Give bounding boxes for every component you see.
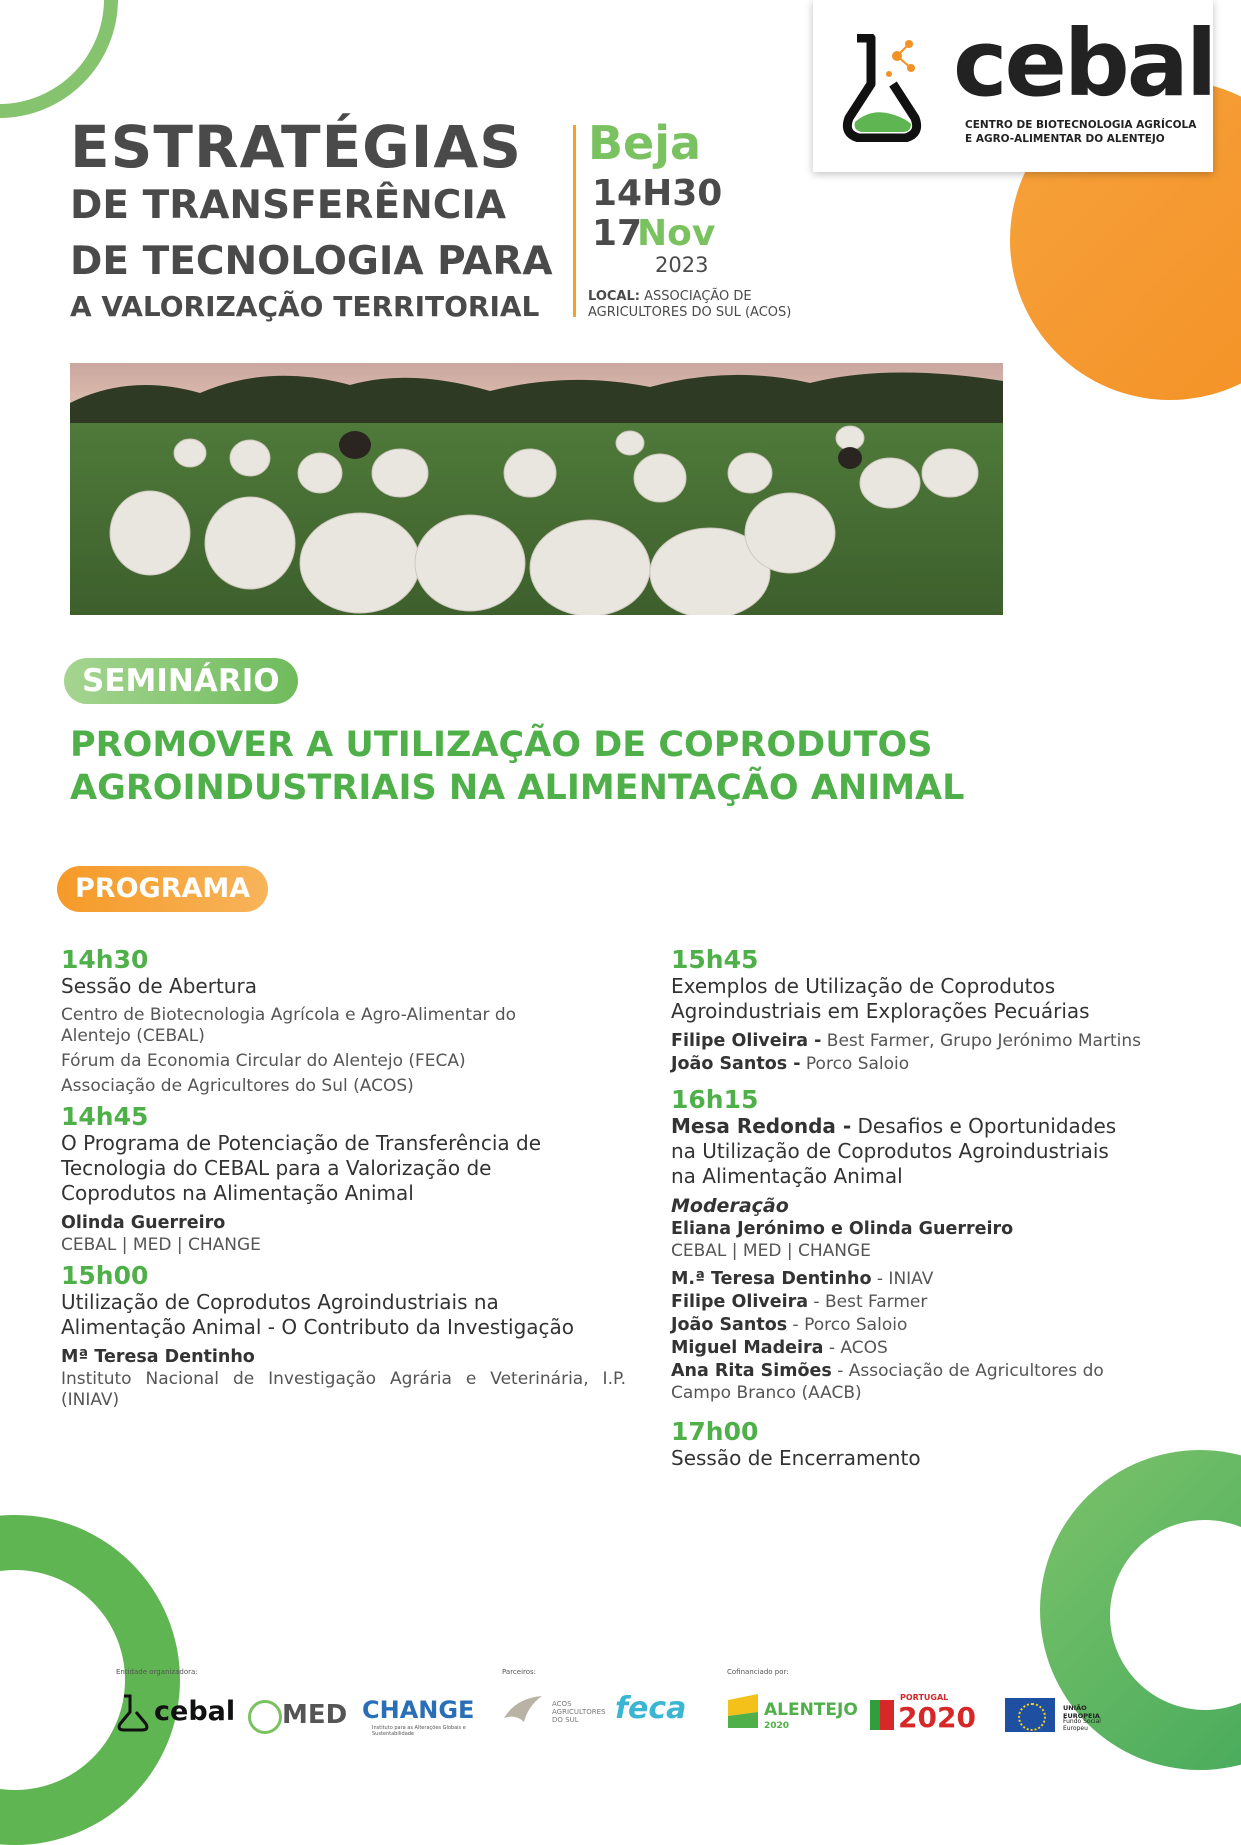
footer-eu-word: UNIÃO EUROPEIA <box>1063 1704 1100 1720</box>
moderators: Eliana Jerónimo e Olinda Guerreiro <box>671 1219 1014 1239</box>
footer-logo-feca <box>615 1691 705 1734</box>
panelist-affiliation: - INIAV <box>871 1269 934 1289</box>
event-city: Beja <box>588 116 702 170</box>
session-title-line: Exemplos de Utilização de Coprodutos <box>671 974 1056 998</box>
footer-alentejo-year: 2020 <box>764 1721 790 1731</box>
footer-logo-portugal2020 <box>870 1692 990 1736</box>
session-time: 14h45 <box>61 1102 149 1131</box>
seminar-title <box>70 724 1070 810</box>
session-title-line: Agroindustriais em Explorações Pecuárias <box>671 999 1090 1023</box>
session-title: Sessão de Abertura <box>61 974 257 998</box>
footer-med-word: MED <box>282 1700 348 1730</box>
session-title-line: na Utilização de Coprodutos Agroindustriais <box>671 1139 1109 1163</box>
panelist-affiliation: - ACOS <box>823 1338 888 1358</box>
session-time: 16h15 <box>671 1085 759 1114</box>
session-title-line: Utilização de Coprodutos Agroindustriais na <box>61 1290 499 1314</box>
speaker-affiliation: Porco Saloio <box>800 1054 910 1074</box>
event-day: 17 <box>592 213 643 254</box>
logo-subtitle <box>965 118 1196 146</box>
title-line2: DE TRANSFERÊNCIA <box>70 183 507 228</box>
session-title-line: Tecnologia do CEBAL para a Valorização de <box>61 1156 492 1180</box>
med-globe-icon <box>248 1700 282 1734</box>
footer-change-sub: Instituto para as Alterações Globais e Sustentabilidade <box>372 1725 466 1737</box>
footer-eu-sub: Fundo Social Europeu <box>1063 1718 1101 1732</box>
session-title-line: na Alimentação Animal <box>671 1164 903 1188</box>
eu-flag-icon <box>1005 1698 1055 1732</box>
footer-label-cofinanced: Cofinanciado por: <box>727 1668 789 1676</box>
logo-subtitle-line2: E AGRO-ALIMENTAR DO ALENTEJO <box>965 133 1165 145</box>
session-line: Fórum da Economia Circular do Alentejo (FECA) <box>61 1051 466 1071</box>
speaker-name: João Santos - <box>671 1054 801 1074</box>
session-title-line: Alimentação Animal - O Contributo da Investigação <box>61 1315 575 1339</box>
flask-icon <box>116 1694 150 1732</box>
event-location <box>588 289 848 321</box>
panelist-affiliation: - Porco Saloio <box>787 1315 908 1335</box>
speaker-affiliation: CEBAL | MED | CHANGE <box>61 1235 261 1255</box>
seminar-title-line1: PROMOVER A UTILIZAÇÃO DE COPRODUTOS <box>70 725 933 765</box>
logo-wordmark: cebal <box>953 10 1215 117</box>
session-title-line: Desafios e Oportunidades <box>851 1114 1117 1138</box>
session-time: 14h30 <box>61 945 149 974</box>
program-left-column <box>61 946 626 1411</box>
footer-logo-change <box>362 1698 482 1738</box>
title-line4: A VALORIZAÇÃO TERRITORIAL <box>70 290 540 323</box>
decorative-arc-top-left <box>0 0 118 118</box>
footer-acos-word: ACOS AGRICULTORES DO SUL <box>552 1700 606 1724</box>
title-line3: DE TECNOLOGIA PARA <box>70 239 553 284</box>
session-time: 15h45 <box>671 945 759 974</box>
footer-logo-cebal <box>116 1694 236 1734</box>
seminar-title-line2: AGROINDUSTRIAIS NA ALIMENTAÇÃO ANIMAL <box>70 768 965 808</box>
footer-change-word: CHANGE <box>362 1696 475 1724</box>
session-title: Sessão de Encerramento <box>671 1446 921 1470</box>
session-title-line: O Programa de Potenciação de Transferência de <box>61 1131 541 1155</box>
alentejo-mark-icon <box>728 1694 758 1728</box>
title-line1: ESTRATÉGIAS <box>70 113 523 181</box>
session-line: Associação de Agricultores do Sul (ACOS) <box>61 1076 414 1096</box>
speaker-name: Olinda Guerreiro <box>61 1213 226 1233</box>
panelist-name: Ana Rita Simões <box>671 1361 832 1381</box>
speaker-affiliation: Best Farmer, Grupo Jerónimo Martins <box>821 1031 1141 1051</box>
footer-portugal-word: PORTUGAL <box>900 1693 949 1702</box>
program-badge: PROGRAMA <box>57 866 268 912</box>
speaker-affiliation: Instituto Nacional de Investigação Agrária e Veterinária, I.P. <box>61 1369 626 1389</box>
session-time: 15h00 <box>61 1261 149 1290</box>
panelist-affiliation: - Best Farmer <box>808 1292 928 1312</box>
location-label: LOCAL: <box>588 289 640 304</box>
location-line2: AGRICULTORES DO SUL (ACOS) <box>588 305 792 320</box>
session-line: Centro de Biotecnologia Agrícola e Agro-Alimentar do <box>61 1005 517 1025</box>
panelist-affiliation: Campo Branco (AACB) <box>671 1383 862 1403</box>
footer-cebal-word: cebal <box>154 1696 236 1727</box>
location-line1: ASSOCIAÇÃO DE <box>644 289 752 304</box>
footer-alentejo-word: ALENTEJO <box>764 1700 858 1720</box>
footer-logo-acos <box>502 1692 606 1732</box>
panelist-name: Miguel Madeira <box>671 1338 824 1358</box>
speaker-name: Filipe Oliveira - <box>671 1031 822 1051</box>
footer-logo-eu <box>1005 1698 1125 1734</box>
seminar-badge: SEMINÁRIO <box>64 658 298 704</box>
flask-icon <box>841 34 923 142</box>
title-divider <box>573 125 576 317</box>
footer-label-organizer: Entidade organizadora: <box>116 1668 198 1676</box>
acos-bird-icon <box>502 1692 548 1730</box>
footer-logo-med <box>248 1698 348 1732</box>
moderation-label: Moderação <box>671 1195 789 1217</box>
session-time: 17h00 <box>671 1417 759 1446</box>
speaker-name: Mª Teresa Dentinho <box>61 1347 255 1367</box>
footer-portugal-year: 2020 <box>898 1701 976 1734</box>
footer-label-partners: Parceiros: <box>502 1668 537 1676</box>
speaker-affiliation: (INIAV) <box>61 1390 120 1410</box>
session-title-line: Coprodutos na Alimentação Animal <box>61 1181 414 1205</box>
roundtable-label: Mesa Redonda - <box>671 1114 852 1138</box>
panelist-name: Filipe Oliveira <box>671 1292 809 1312</box>
panelist-affiliation: - Associação de Agricultores do <box>831 1361 1104 1381</box>
panelist-name: M.ª Teresa Dentinho <box>671 1269 872 1289</box>
session-line: Alentejo (CEBAL) <box>61 1026 205 1046</box>
moderators-affiliation: CEBAL | MED | CHANGE <box>671 1241 871 1261</box>
footer-feca-word: feca <box>615 1691 687 1726</box>
program-right-column <box>671 946 1171 1471</box>
event-time: 14H30 <box>592 173 723 214</box>
panelist-name: João Santos <box>671 1315 788 1335</box>
event-month: Nov <box>637 213 716 254</box>
logo-subtitle-line1: CENTRO DE BIOTECNOLOGIA AGRÍCOLA <box>965 119 1197 131</box>
sheep-photo <box>70 363 1003 615</box>
cebal-logo-card <box>813 0 1213 172</box>
footer-logo-alentejo <box>728 1694 858 1734</box>
event-year: 2023 <box>655 253 709 277</box>
portugal-flag-icon <box>870 1700 894 1730</box>
